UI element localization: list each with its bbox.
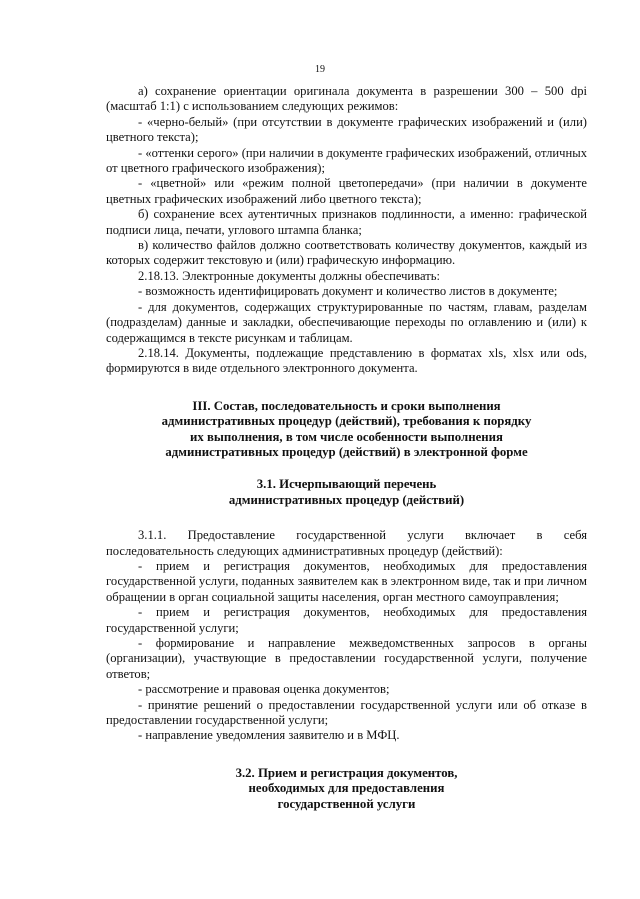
subsection-3-2-heading: [106, 766, 587, 812]
heading-line: их выполнения, в том числе особенности выполнения: [190, 429, 503, 444]
list-item-notice: - направление уведомления заявителю и в МФЦ.: [138, 728, 400, 743]
section-3-heading: [106, 399, 587, 461]
list-item-structured: - для документов, содержащих структурированные по частям, главам, разделам (подразделам) данные и закладки, обеспечивающие переходы по оглавлению и (или) к содержащимся в тексте рисункам и таблицам.: [106, 299, 587, 345]
list-item-gray: - «оттенки серого» (при наличии в документе графических изображений, отличных от цветного графического изображения);: [106, 145, 587, 176]
list-item-review: - рассмотрение и правовая оценка документов;: [138, 682, 390, 697]
list-item-identify: - возможность идентифицировать документ и количество листов в документе;: [138, 284, 558, 299]
heading-line: административных процедур (действий), требования к порядку: [161, 414, 532, 429]
heading-line: 3.1. Исчерпывающий перечень: [256, 477, 437, 492]
list-item-color: - «цветной» или «режим полной цветопередачи» (при наличии в документе цветных графических изображений либо цветного текста);: [106, 176, 587, 206]
page-number: 19: [315, 64, 325, 75]
paragraph-3-1-1: 3.1.1. Предоставление государственной услуги включает в себя последовательность следующих административных процедур (действий):: [106, 528, 587, 558]
paragraph-c: в) количество файлов должно соответствовать количеству документов, каждый из которых содержит текстовую и (или) графическую информацию.: [106, 238, 587, 268]
list-item-reception-2: - прием и регистрация документов, необходимых для предоставления государственной услуги;: [106, 605, 587, 635]
paragraph-b: б) сохранение всех аутентичных признаков подлинности, а именно: графической подписи лица, печати, углового штампа бланка;: [106, 207, 587, 237]
list-item-reception-1: - прием и регистрация документов, необходимых для предоставления государственной услуги, поданных заявителем как в электронном виде, так и при личном обращении в орган социальной защиты населения, орган местного самоуправления;: [106, 558, 587, 604]
list-item-decision: - принятие решений о предоставлении государственной услуги или об отказе в предоставлении государственной услуги;: [106, 697, 587, 728]
page-body: [106, 84, 587, 812]
heading-line: III. Состав, последовательность и сроки выполнения: [192, 398, 501, 413]
paragraph-a: а) сохранение ориентации оригинала документа в разрешении 300 – 500 dpi (масштаб 1:1) с использованием следующих режимов:: [106, 84, 587, 114]
heading-line: административных процедур (действий): [228, 492, 465, 507]
paragraph-2-18-13: 2.18.13. Электронные документы должны обеспечивать:: [138, 268, 440, 283]
list-item-bw: - «черно-белый» (при отсутствии в документе графических изображений и (или) цветного текста);: [106, 114, 587, 145]
heading-line: 3.2. Прием и регистрация документов,: [235, 765, 458, 780]
list-item-requests: - формирование и направление межведомственных запросов в органы (организации), участвующие в предоставлении государственной услуги, получение ответов;: [106, 636, 587, 681]
heading-line: необходимых для предоставления: [248, 781, 445, 796]
paragraph-2-18-14: 2.18.14. Документы, подлежащие представлению в форматах xls, xlsx или ods, формируются в виде отдельного электронного документа.: [106, 345, 587, 376]
heading-line: государственной услуги: [277, 796, 416, 811]
subsection-3-1-heading: [106, 477, 587, 508]
heading-line: административных процедур (действий) в электронной форме: [165, 444, 528, 459]
